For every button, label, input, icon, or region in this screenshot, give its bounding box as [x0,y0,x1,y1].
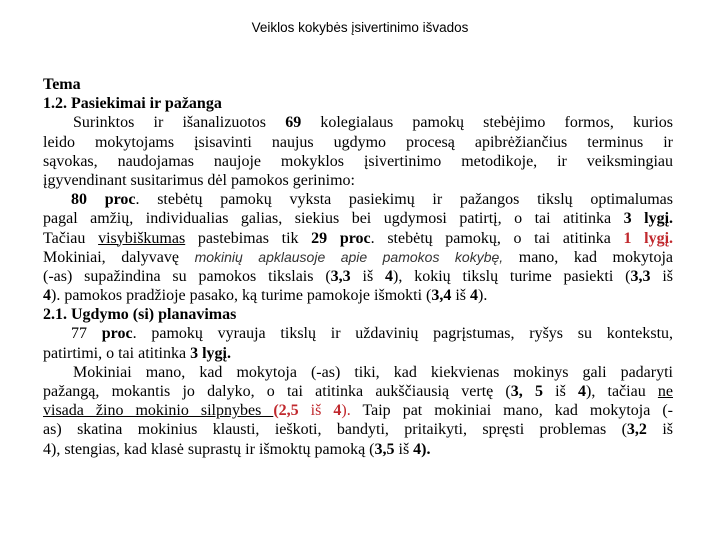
text-line [43,171,673,190]
text-segment: 3,3 [630,267,651,285]
text-line [43,113,673,132]
text-segment: 1 lygį. [623,229,673,247]
text-segment: (-as) supažindina su pamokos tikslais ( [43,267,331,285]
text-segment: 4 [385,267,394,285]
page-title: Veiklos kokybės įsivertinimo išvados [251,20,469,35]
text-line [43,152,673,171]
text-segment: mano, kad mokytoja [503,248,673,266]
text-segment: ). [478,287,488,305]
text-line [43,209,673,228]
text-line [43,324,673,343]
text-segment: 2.1. Ugdymo (si) planavimas [43,306,237,324]
text-segment: 69 [285,114,302,132]
text-segment: 3 lygį. [623,210,673,228]
text-segment: 4 [333,402,342,420]
text-segment: mokinių apklausoje apie pamokos kokybę, [194,248,504,265]
text-segment: 80 proc [71,191,136,209]
text-segment: pastebimas tik [185,229,312,247]
text-line [43,248,673,267]
text-segment: proc [101,325,133,343]
text-segment: 3 lygį. [190,344,231,362]
text-segment: 4 [470,287,479,305]
text-line [43,190,673,209]
text-segment: . stebėtų pamokų vyksta pasiekimų ir pažangos tikslų optimalumas [135,191,673,209]
text-segment: 3,2 [626,421,647,439]
text-segment: Mokiniai, dalyvavę [43,248,195,266]
text-segment: iš [650,267,673,285]
text-segment: . pamokų vyrauja tikslų ir uždavinių pagrįstumas, ryšys su kontekstu, [132,325,673,343]
text-segment: iš [350,267,386,285]
text-line [43,401,673,420]
text-line [43,286,673,305]
text-line [43,229,673,248]
text-segment: 29 proc [311,229,371,247]
text-segment: 3, 5 [510,383,543,400]
text-segment: Taip pat mokiniai mano, kad mokytoja (- [350,402,673,420]
text-line [43,75,673,94]
text-line [43,363,673,382]
text-segment: Tema [43,76,81,93]
text-line [43,133,673,152]
text-segment: iš [298,402,334,420]
text-segment: ), tačiau [586,383,658,400]
text-segment: įgyvendinant susitarimus dėl pamokos gerinimo: [43,171,355,189]
text-segment: ), kokių tikslų turime pasiekti ( [393,267,631,285]
text-segment: iš [394,440,414,458]
text-segment: visada žino mokinio silpnybes [43,402,274,420]
text-segment: 3,4 [431,287,452,305]
text-line [43,94,673,113]
text-segment: Surinktos ir išanalizuotos [73,114,286,132]
text-segment: iš [451,287,471,305]
text-segment: 1.2. Pasiekimai ir pažanga [43,95,222,113]
text-segment: 4 [578,383,586,400]
text-segment: as) skatina mokinius klausti, ieškoti, bandyti, pritaikyti, spręsti problemas ( [43,421,627,439]
text-line [43,382,673,401]
text-segment: ). [421,440,431,458]
text-segment: sąvokas, naudojamas naujoje mokyklos įsivertinimo metodikoje, ir veiksmingiau [43,152,673,170]
text-segment: (2,5 [273,402,299,420]
text-segment: ). [341,402,351,420]
document-body [43,75,673,459]
text-segment: iš [646,421,673,439]
text-segment: ), stengias, kad klasė suprastų ir išmoktų pamoką ( [51,440,375,458]
text-line [43,344,673,363]
text-segment: visybiškumas [98,229,186,247]
text-segment: leido mokytojams įsisavinti naujus ugdymo procesą apibrėžiančius terminus ir [43,133,673,151]
text-segment: pažangą, mokantis jo dalyko, o tai atitinka aukščiausią vertę ( [43,383,511,400]
text-segment: patirtimi, o tai atitinka [43,344,191,362]
text-segment: 77 [71,325,102,343]
text-segment: Mokiniai mano, kad mokytoja (-as) tiki, kad kiekvienas mokinys gali padaryti [73,363,673,381]
text-segment: 3,3 [330,267,351,285]
text-segment: . stebėtų pamokų, o tai atitinka [370,229,624,247]
text-segment: kolegialaus pamokų stebėjimo formos, kurios [301,114,673,132]
text-line [43,420,673,439]
text-segment: 3,5 [374,440,395,458]
text-line [43,305,673,324]
text-segment: pagal amžių, individualias galias, siekius bei ugdymosi patirtį, o tai atitinka [43,210,624,228]
text-segment: 4 [413,440,422,458]
text-segment: ne [657,383,673,400]
text-segment: iš [542,383,578,400]
text-segment: 4 [43,287,51,305]
text-line [43,267,673,286]
text-segment: 4 [43,440,51,458]
text-segment: ). pamokos pradžioje pasako, ką turime pamokoje išmokti ( [51,287,432,305]
text-line [43,440,673,459]
text-segment: Tačiau [43,229,99,247]
